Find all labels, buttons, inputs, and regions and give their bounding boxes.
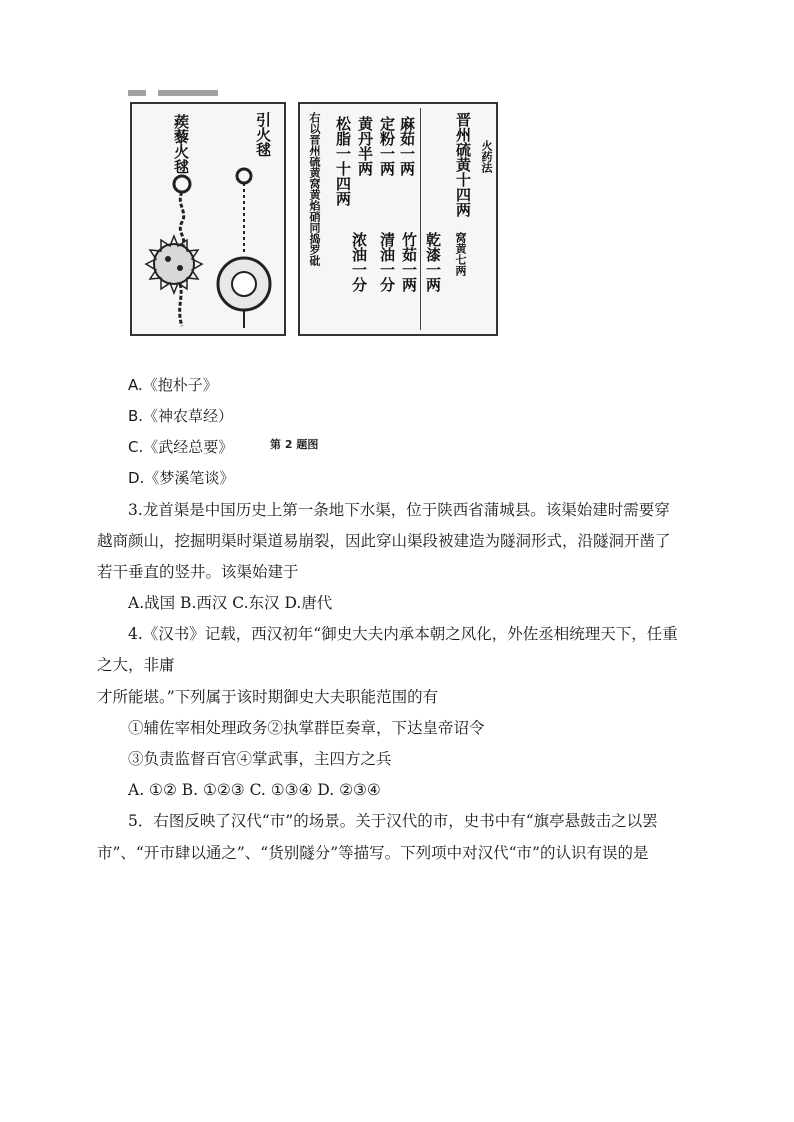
q3-text-line: 3.龙首渠是中国历史上第一条地下水渠，位于陕西省蒲城县。该渠始建时需要穿 xyxy=(128,501,670,519)
rope-icon xyxy=(180,192,183,248)
q4-text-line: 才所能堪。”下列属于该时期御史大夫职能范围的有 xyxy=(97,688,439,706)
q3-options: A.战国 B.西汉 C.东汉 D.唐代 xyxy=(128,594,333,612)
q5-text-line: 市”、“开市肆以通之”、“货别隧分”等描写。下列项中对汉代“市”的认识有误的是 xyxy=(97,844,649,862)
column-divider xyxy=(420,108,421,330)
recipe-column: 麻茹一两 xyxy=(398,116,416,176)
recipe-column: 窝黄七两 xyxy=(454,232,467,276)
fireball-drawings xyxy=(132,104,284,334)
recipe-column: 右以晋州硫黄窝黄焰硝同捣罗砒 xyxy=(308,112,321,266)
recipe-column: 晋州硫黄十四两 xyxy=(454,112,472,217)
q2-option-a: A.《抱朴子》 xyxy=(128,376,218,394)
ring-icon xyxy=(237,169,251,183)
smudge xyxy=(158,90,218,96)
figure-caption: 第 2 题图 xyxy=(270,438,319,451)
ring-icon xyxy=(174,176,190,192)
q3-text-line: 若干垂直的竖井。该渠始建于 xyxy=(97,563,299,581)
recipe-title: 火药法 xyxy=(480,140,493,173)
recipe-column: 竹茹一两 xyxy=(400,232,418,292)
igniting-fireball-label: 引火毬 xyxy=(254,112,272,157)
fireball-illustration-panel xyxy=(130,102,286,336)
recipe-column: 定粉一两 xyxy=(378,116,396,176)
q2-option-b: B.《神农草经） xyxy=(128,407,234,425)
caltrop-fireball-label: 蒺藜火毬 xyxy=(172,114,190,174)
q2-option-d: D.《梦溪笔谈》 xyxy=(128,469,235,487)
recipe-column: 黄丹半两 xyxy=(356,116,374,176)
q4-text-line: 之大，非庸 xyxy=(97,656,175,674)
q4-statement-line: ①辅佐宰相处理政务②执掌群臣奏章，下达皇帝诏令 xyxy=(128,719,485,737)
q3-text-line: 越商颜山，挖掘明渠时渠道易崩裂，因此穿山渠段被建造为隧洞形式，沿隧洞开凿了 xyxy=(97,532,671,550)
recipe-column: 清油一分 xyxy=(378,232,396,292)
smudge xyxy=(128,90,146,96)
recipe-column: 浓油一分 xyxy=(350,232,368,292)
disc-fireball-icon xyxy=(218,258,270,310)
q4-statement-line: ③负责监督百官④掌武事，主四方之兵 xyxy=(128,750,392,768)
q5-text-line: 5．右图反映了汉代“市”的场景。关于汉代的市，史书中有“旗亭悬鼓击之以罢 xyxy=(128,812,658,830)
recipe-column: 松脂一十四两 xyxy=(334,116,352,206)
q4-options: A. ①② B. ①②③ C. ①③④ D. ②③④ xyxy=(128,781,381,799)
tail-rope-icon xyxy=(180,284,182,326)
gunpowder-recipe-panel xyxy=(298,102,498,336)
q2-option-c: C.《武经总要》 xyxy=(128,438,234,456)
recipe-column: 乾漆一两 xyxy=(424,232,442,292)
q4-text-line: 4.《汉书》记载，西汉初年“御史大夫内承本朝之风化，外佐丞相统理天下，任重 xyxy=(128,625,678,643)
spiked-ball-icon xyxy=(146,236,202,293)
cropped-header-text xyxy=(128,88,228,98)
